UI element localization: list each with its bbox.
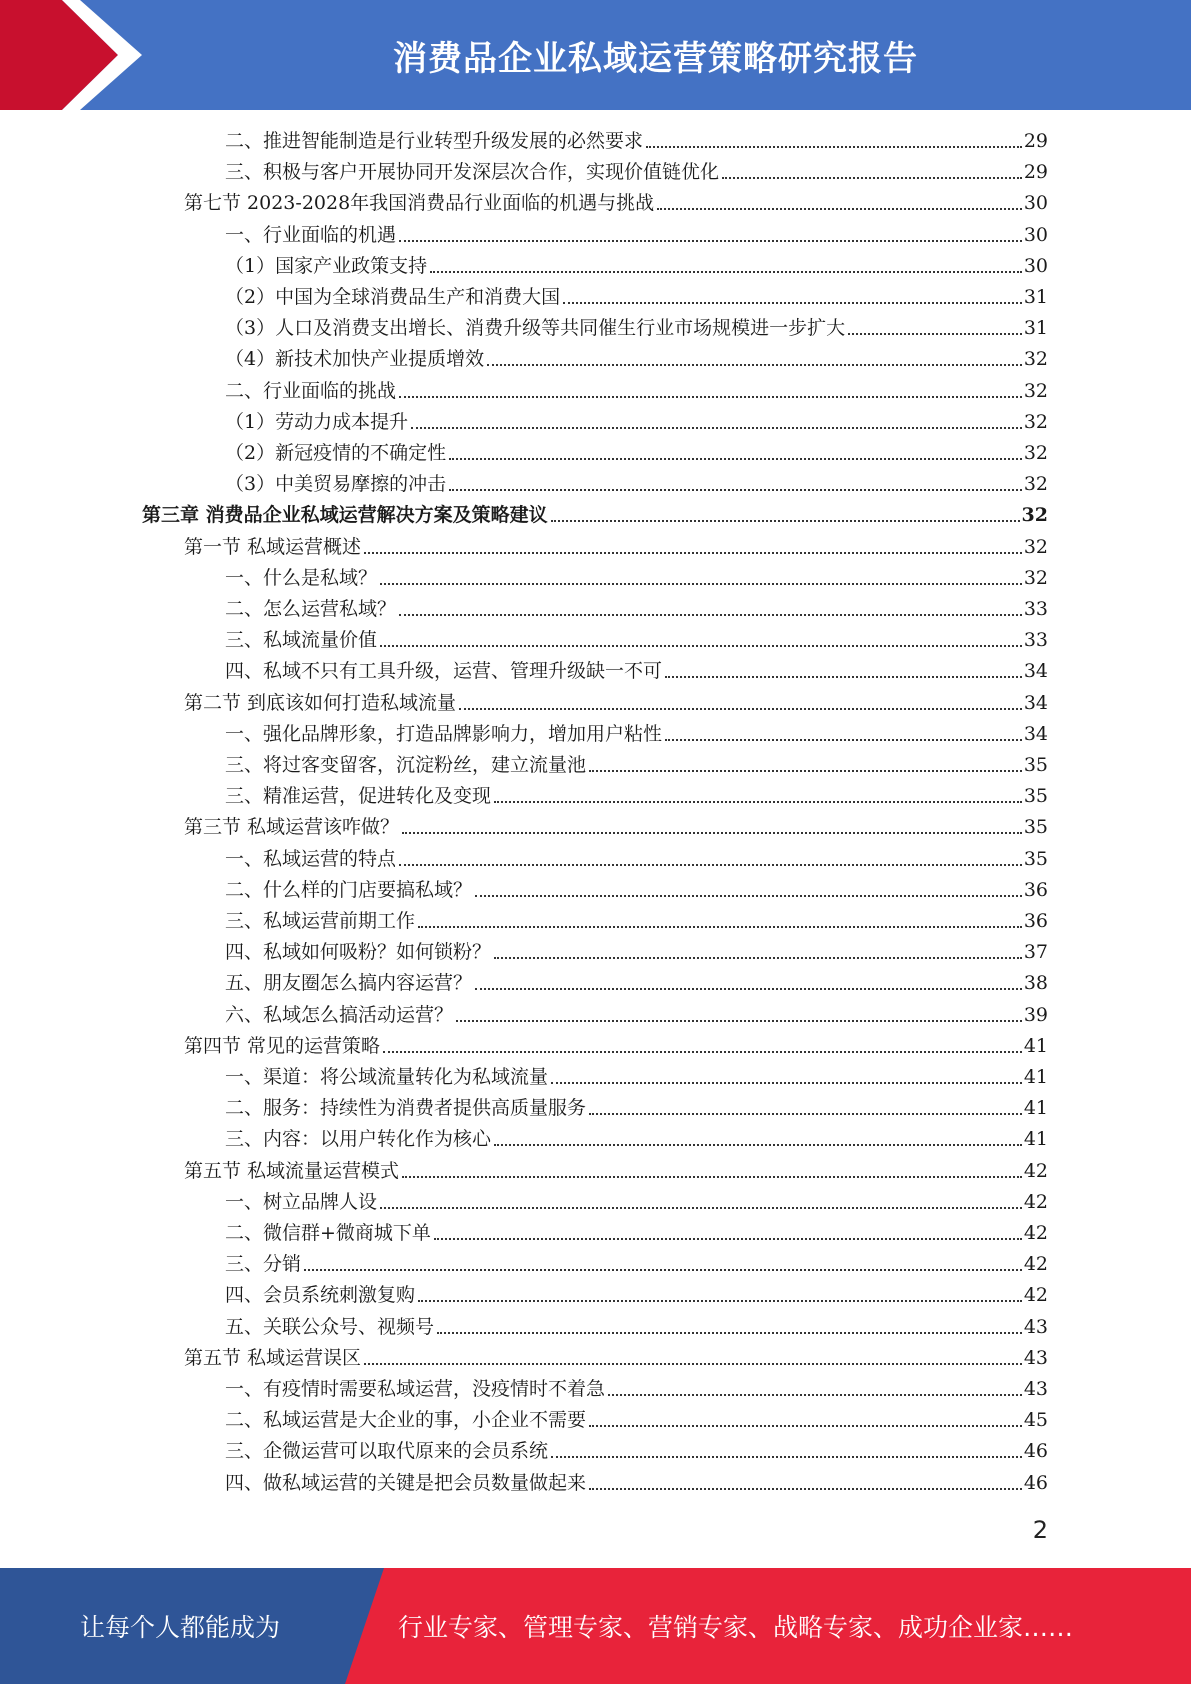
toc-entry-page: 34 — [1023, 660, 1048, 683]
toc-entry-page: 33 — [1023, 598, 1048, 620]
toc-dot-leader — [646, 146, 1022, 148]
toc-dot-leader — [475, 895, 1022, 897]
toc-entry-page: 30 — [1023, 223, 1048, 246]
toc-entry[interactable] — [225, 1249, 1048, 1280]
toc-entry-title: （1）国家产业政策支持 — [225, 254, 428, 277]
toc-entry[interactable] — [225, 1312, 1048, 1343]
toc-entry-page: 32 — [1023, 535, 1048, 558]
toc-entry-title: 二、什么样的门店要搞私域？ — [225, 878, 473, 901]
toc-entry-title: （1）劳动力成本提升 — [225, 410, 409, 433]
toc-entry-title: 二、推进智能制造是行业转型升级发展的必然要求 — [225, 130, 644, 152]
toc-dot-leader — [665, 739, 1022, 741]
toc-entry-page: 35 — [1023, 816, 1048, 839]
toc-entry-title: 第五节 私域运营误区 — [184, 1346, 362, 1369]
toc-dot-leader — [494, 801, 1022, 803]
toc-entry[interactable] — [225, 625, 1048, 656]
toc-entry-title: 三、分销 — [225, 1253, 302, 1276]
toc-dot-leader — [399, 240, 1022, 242]
toc-dot-leader — [380, 645, 1022, 647]
toc-dot-leader — [722, 177, 1022, 179]
toc-entry-title: 二、服务：持续性为消费者提供高质量服务 — [225, 1097, 587, 1120]
toc-entry-title: 四、私域不只有工具升级，运营、管理升级缺一不可 — [225, 660, 663, 683]
toc-entry[interactable] — [142, 500, 1048, 531]
toc-entry-title: 第三节 私域运营该咋做？ — [184, 816, 400, 839]
toc-dot-leader — [418, 926, 1022, 928]
toc-entry-title: （3）中美贸易摩擦的冲击 — [225, 473, 447, 496]
toc-entry-title: 二、怎么运营私域？ — [225, 598, 397, 620]
toc-entry-page: 42 — [1023, 1222, 1048, 1244]
toc-entry[interactable] — [225, 1468, 1048, 1499]
toc-dot-leader — [589, 1113, 1022, 1115]
toc-dot-leader — [399, 864, 1022, 866]
toc-dot-leader — [304, 1269, 1022, 1271]
toc-entry-page: 32 — [1023, 442, 1048, 464]
toc-entry-page: 43 — [1023, 1378, 1048, 1400]
toc-entry-title: （2）新冠疫情的不确定性 — [225, 442, 447, 464]
toc-entry-page: 36 — [1023, 910, 1048, 932]
toc-entry-title: 第七节 2023-2028年我国消费品行业面临的机遇与挑战 — [184, 192, 655, 215]
toc-entry-page: 29 — [1023, 161, 1048, 184]
toc-entry-title: 四、会员系统刺激复购 — [225, 1284, 416, 1307]
page-number: 2 — [1032, 1516, 1048, 1544]
toc-entry-page: 35 — [1023, 847, 1048, 870]
toc-entry-page: 42 — [1023, 1159, 1048, 1182]
toc-entry-page: 45 — [1023, 1409, 1048, 1432]
toc-entry-page: 39 — [1023, 1003, 1048, 1026]
toc-entry-page: 32 — [1023, 566, 1048, 589]
toc-dot-leader — [665, 676, 1022, 678]
toc-entry-title: 一、强化品牌形象，打造品牌影响力，增加用户粘性 — [225, 722, 663, 745]
toc-entry-page: 41 — [1023, 1066, 1048, 1088]
toc-entry-page: 41 — [1023, 1034, 1048, 1057]
toc-entry[interactable] — [225, 1000, 1048, 1031]
footer-slogan-left: 让每个人都能成为 — [79, 1613, 280, 1642]
toc-entry[interactable] — [225, 1405, 1048, 1436]
toc-entry-title: 一、渠道：将公域流量转化为私域流量 — [225, 1066, 549, 1088]
toc-entry[interactable] — [225, 781, 1048, 812]
toc-entry[interactable] — [225, 251, 1048, 282]
toc-entry-title: 第五节 私域流量运营模式 — [184, 1159, 400, 1182]
toc-dot-leader — [456, 1020, 1022, 1022]
toc-dot-leader — [449, 458, 1022, 460]
toc-entry[interactable] — [225, 906, 1048, 937]
toc-entry-page: 43 — [1023, 1346, 1048, 1369]
toc-entry[interactable] — [225, 594, 1048, 625]
toc-entry[interactable] — [225, 1124, 1048, 1155]
toc-dot-leader — [848, 333, 1022, 335]
toc-entry[interactable] — [225, 1093, 1048, 1124]
toc-dot-leader — [475, 988, 1022, 990]
toc-entry[interactable] — [184, 532, 1048, 563]
toc-entry-title: 第一节 私域运营概述 — [184, 535, 362, 558]
toc-entry-page: 37 — [1023, 941, 1048, 964]
toc-dot-leader — [551, 1456, 1022, 1458]
toc-entry[interactable] — [225, 750, 1048, 781]
toc-entry-page: 41 — [1023, 1097, 1048, 1120]
toc-dot-leader — [589, 1488, 1022, 1490]
toc-entry-title: （2）中国为全球消费品生产和消费大国 — [225, 286, 561, 308]
toc-dot-leader — [449, 489, 1022, 491]
toc-entry-page: 42 — [1023, 1190, 1048, 1213]
toc-entry-page: 32 — [1023, 410, 1048, 433]
toc-entry-title: 第四节 常见的运营策略 — [184, 1034, 381, 1057]
toc-entry-title: 一、私域运营的特点 — [225, 847, 397, 870]
toc-entry-title: 三、积极与客户开展协同开发深层次合作，实现价值链优化 — [225, 161, 720, 184]
toc-entry-title: 五、关联公众号、视频号 — [225, 1315, 435, 1338]
toc-dot-leader — [380, 583, 1022, 585]
toc-entry-title: 五、朋友圈怎么搞内容运营？ — [225, 972, 473, 995]
toc-entry-title: （3）人口及消费支出增长、消费升级等共同催生行业市场规模进一步扩大 — [225, 317, 846, 340]
toc-entry[interactable] — [225, 937, 1048, 968]
toc-entry-title: 二、私域运营是大企业的事，小企业不需要 — [225, 1409, 587, 1432]
toc-entry-page: 36 — [1023, 878, 1048, 901]
toc-dot-leader — [563, 302, 1022, 304]
toc-entry[interactable] — [225, 1374, 1048, 1405]
toc-entry[interactable] — [225, 563, 1048, 594]
toc-entry[interactable] — [225, 282, 1048, 313]
toc-entry-page: 34 — [1023, 691, 1048, 714]
toc-entry[interactable] — [225, 313, 1048, 344]
toc-entry-title: 三、私域运营前期工作 — [225, 910, 416, 932]
toc-entry[interactable] — [225, 438, 1048, 469]
toc-entry-page: 32 — [1023, 379, 1048, 402]
toc-entry[interactable] — [225, 1436, 1048, 1467]
page-header — [0, 0, 1191, 110]
toc-entry-page: 42 — [1023, 1253, 1048, 1276]
toc-entry[interactable] — [184, 188, 1048, 219]
toc-entry-page: 46 — [1023, 1471, 1048, 1494]
toc-dot-leader — [364, 1363, 1022, 1365]
toc-entry-title: 一、有疫情时需要私域运营，没疫情时不着急 — [225, 1378, 606, 1400]
toc-dot-leader — [494, 1144, 1022, 1146]
toc-entry-title: 三、精准运营，促进转化及变现 — [225, 785, 492, 808]
toc-entry-title: 四、做私域运营的关键是把会员数量做起来 — [225, 1471, 587, 1494]
toc-dot-leader — [459, 708, 1022, 710]
toc-entry-title: 一、什么是私域？ — [225, 566, 378, 589]
toc-entry[interactable] — [225, 126, 1048, 157]
toc-entry-page: 33 — [1023, 629, 1048, 652]
toc-dot-leader — [494, 957, 1022, 959]
toc-entry-title: 一、行业面临的机遇 — [225, 223, 397, 246]
toc-dot-leader — [608, 1394, 1022, 1396]
toc-entry[interactable] — [184, 812, 1048, 843]
toc-entry[interactable] — [225, 1187, 1048, 1218]
toc-entry-page: 32 — [1021, 504, 1048, 527]
toc-entry-page: 34 — [1023, 722, 1048, 745]
toc-entry-title: 三、内容：以用户转化作为核心 — [225, 1128, 492, 1151]
toc-entry-page: 43 — [1023, 1315, 1048, 1338]
toc-entry-title: 三、将过客变留客，沉淀粉丝，建立流量池 — [225, 754, 587, 776]
report-title: 消费品企业私域运营策略研究报告 — [393, 38, 918, 79]
toc-entry-title: 第三章 消费品企业私域运营解决方案及策略建议 — [142, 504, 548, 527]
toc-entry-page: 31 — [1023, 317, 1048, 340]
toc-entry[interactable] — [225, 968, 1048, 999]
toc-dot-leader — [399, 614, 1022, 616]
toc-entry-title: 六、私域怎么搞活动运营？ — [225, 1003, 454, 1026]
toc-entry-page: 35 — [1023, 785, 1048, 808]
toc-entry-page: 31 — [1023, 286, 1048, 308]
toc-entry-page: 32 — [1023, 348, 1048, 371]
toc-dot-leader — [551, 1082, 1022, 1084]
toc-entry[interactable] — [225, 656, 1048, 687]
toc-entry[interactable] — [225, 469, 1048, 500]
toc-entry-page: 32 — [1023, 473, 1048, 496]
toc-dot-leader — [551, 520, 1020, 522]
toc-dot-leader — [411, 427, 1022, 429]
toc-entry[interactable] — [225, 875, 1048, 906]
toc-entry-page: 30 — [1023, 254, 1048, 277]
toc-entry-title: 一、树立品牌人设 — [225, 1190, 378, 1213]
toc-entry[interactable] — [184, 1031, 1048, 1062]
toc-entry-title: 三、私域流量价值 — [225, 629, 378, 652]
toc-entry[interactable] — [225, 1062, 1048, 1093]
toc-entry[interactable] — [225, 344, 1048, 375]
toc-dot-leader — [589, 1425, 1022, 1427]
toc-entry-page: 29 — [1023, 130, 1048, 152]
toc-dot-leader — [487, 364, 1022, 366]
toc-dot-leader — [364, 552, 1022, 554]
toc-dot-leader — [402, 832, 1022, 834]
toc-entry-page: 42 — [1023, 1284, 1048, 1307]
toc-entry[interactable] — [225, 1280, 1048, 1311]
toc-dot-leader — [657, 208, 1022, 210]
toc-dot-leader — [434, 1238, 1022, 1240]
toc-entry[interactable] — [184, 688, 1048, 719]
toc-entry[interactable] — [225, 157, 1048, 188]
toc-dot-leader — [437, 1332, 1022, 1334]
toc-entry[interactable] — [225, 719, 1048, 750]
toc-dot-leader — [418, 1300, 1022, 1302]
toc-entry-page: 35 — [1023, 754, 1048, 776]
toc-entry[interactable] — [225, 844, 1048, 875]
toc-dot-leader — [589, 770, 1022, 772]
toc-dot-leader — [399, 396, 1022, 398]
toc-entry-page: 41 — [1023, 1128, 1048, 1151]
toc-entry-page: 30 — [1023, 192, 1048, 215]
page-footer — [0, 1568, 1191, 1684]
toc-entry-title: 四、私域如何吸粉？如何锁粉？ — [225, 941, 492, 964]
toc-entry[interactable] — [225, 220, 1048, 251]
footer-slogan-right: 行业专家、管理专家、营销专家、战略专家、成功企业家…… — [398, 1613, 1074, 1642]
toc-entry-page: 46 — [1023, 1440, 1048, 1463]
toc-entry[interactable] — [184, 1343, 1048, 1374]
toc-entry-title: 三、企微运营可以取代原来的会员系统 — [225, 1440, 549, 1463]
toc-dot-leader — [402, 1176, 1022, 1178]
toc-entry-title: 二、微信群+微商城下单 — [225, 1222, 431, 1244]
toc-dot-leader — [383, 1051, 1022, 1053]
toc-entry[interactable] — [225, 1218, 1048, 1249]
toc-entry[interactable] — [225, 376, 1048, 407]
toc-dot-leader — [430, 271, 1022, 273]
toc-entry[interactable] — [225, 407, 1048, 438]
toc-entry-page: 38 — [1023, 972, 1048, 995]
toc-entry-title: 二、行业面临的挑战 — [225, 379, 397, 402]
toc-entry-title: 第二节 到底该如何打造私域流量 — [184, 691, 457, 714]
toc-dot-leader — [380, 1207, 1022, 1209]
toc-entry[interactable] — [184, 1156, 1048, 1187]
toc-entry-title: （4）新技术加快产业提质增效 — [225, 348, 485, 371]
